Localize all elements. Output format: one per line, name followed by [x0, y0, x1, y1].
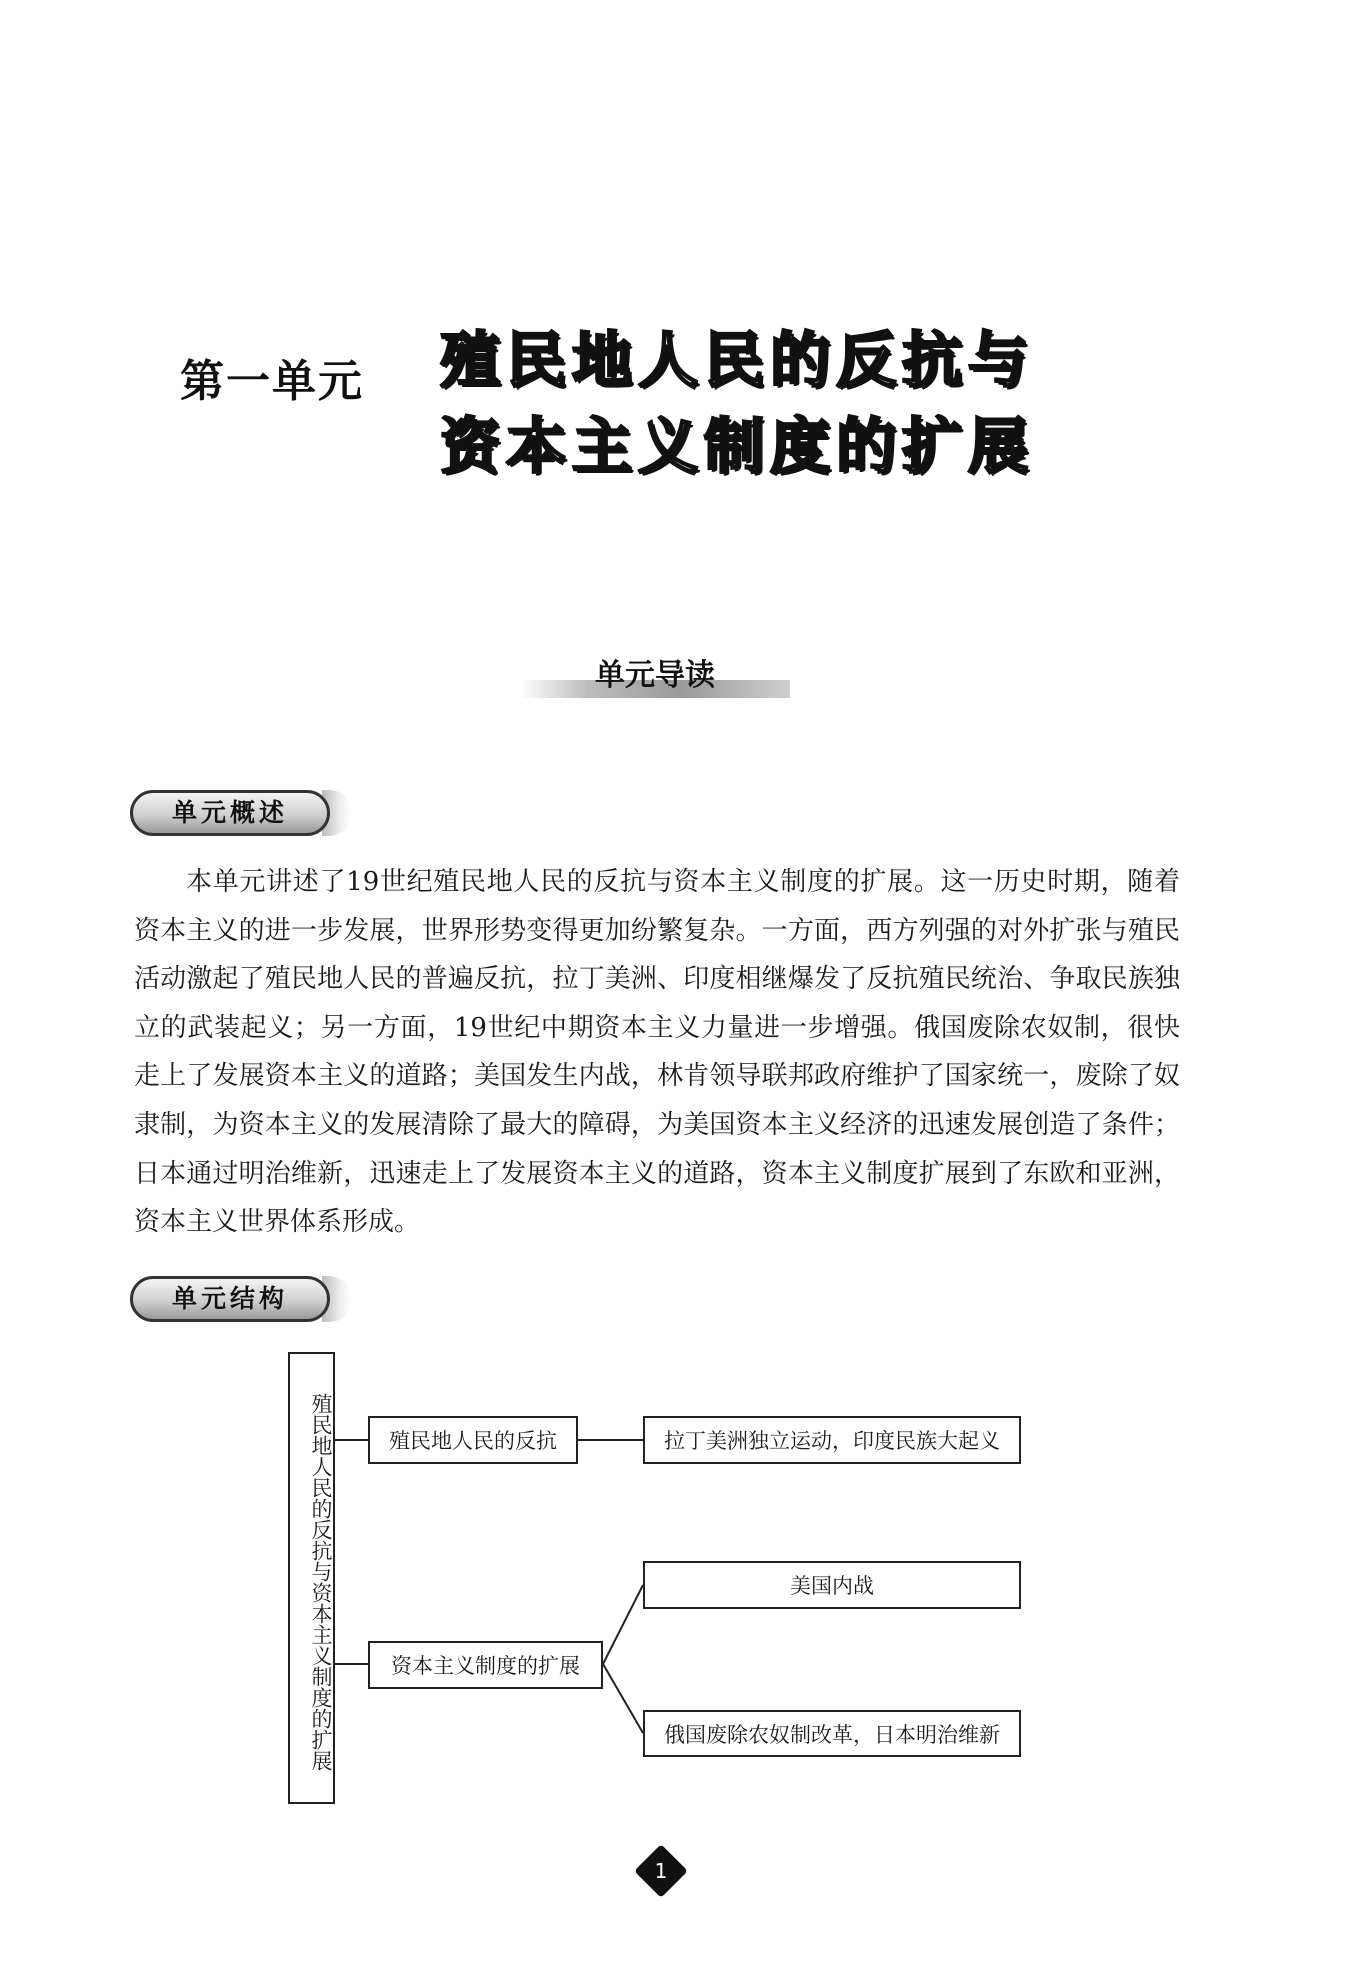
unit-title-line1: 殖民地人民的反抗与	[440, 326, 1034, 396]
overview-label: 单元概述	[130, 790, 330, 836]
structure-branch2-leaf1: 美国内战	[643, 1561, 1021, 1609]
structure-branch2: 资本主义制度的扩展	[368, 1641, 603, 1689]
structure-root: 殖民地人民的反抗与资本主义制度的扩展	[288, 1352, 335, 1804]
connector-branch2-leaf2	[603, 1664, 643, 1733]
structure-branch1: 殖民地人民的反抗	[368, 1416, 578, 1464]
page-number-badge	[634, 1844, 688, 1898]
guide-title: 单元导读	[595, 658, 715, 693]
unit-label: 第一单元	[180, 356, 364, 407]
connector-branch2-leaf1	[603, 1585, 643, 1664]
structure-branch1-leaf: 拉丁美洲独立运动，印度民族大起义	[643, 1416, 1021, 1464]
unit-title-line2: 资本主义制度的扩展	[440, 412, 1034, 482]
page-number: 1	[654, 1859, 668, 1883]
structure-label: 单元结构	[130, 1276, 330, 1322]
structure-branch2-leaf2: 俄国废除农奴制改革，日本明治维新	[643, 1710, 1021, 1757]
overview-text: 本单元讲述了19世纪殖民地人民的反抗与资本主义制度的扩展。这一历史时期，随着资本主义的进一步发展，世界形势变得更加纷繁复杂。一方面，西方列强的对外扩张与殖民活动激起了殖民地人民的普遍反抗，拉丁美洲、印度相继爆发了反抗殖民统治、争取民族独立的武装起义；另一方面，19世纪中期资本主义力量进一步增强。俄国废除农奴制，很快走上了发展资本主义的道路；美国发生内战，林肯领导联邦政府维护了国家统一，废除了奴隶制，为资本主义的发展清除了最大的障碍，为美国资本主义经济的迅速发展创造了条件；日本通过明治维新，迅速走上了发展资本主义的道路，资本主义制度扩展到了东欧和亚洲，资本主义世界体系形成。	[134, 867, 1180, 1238]
